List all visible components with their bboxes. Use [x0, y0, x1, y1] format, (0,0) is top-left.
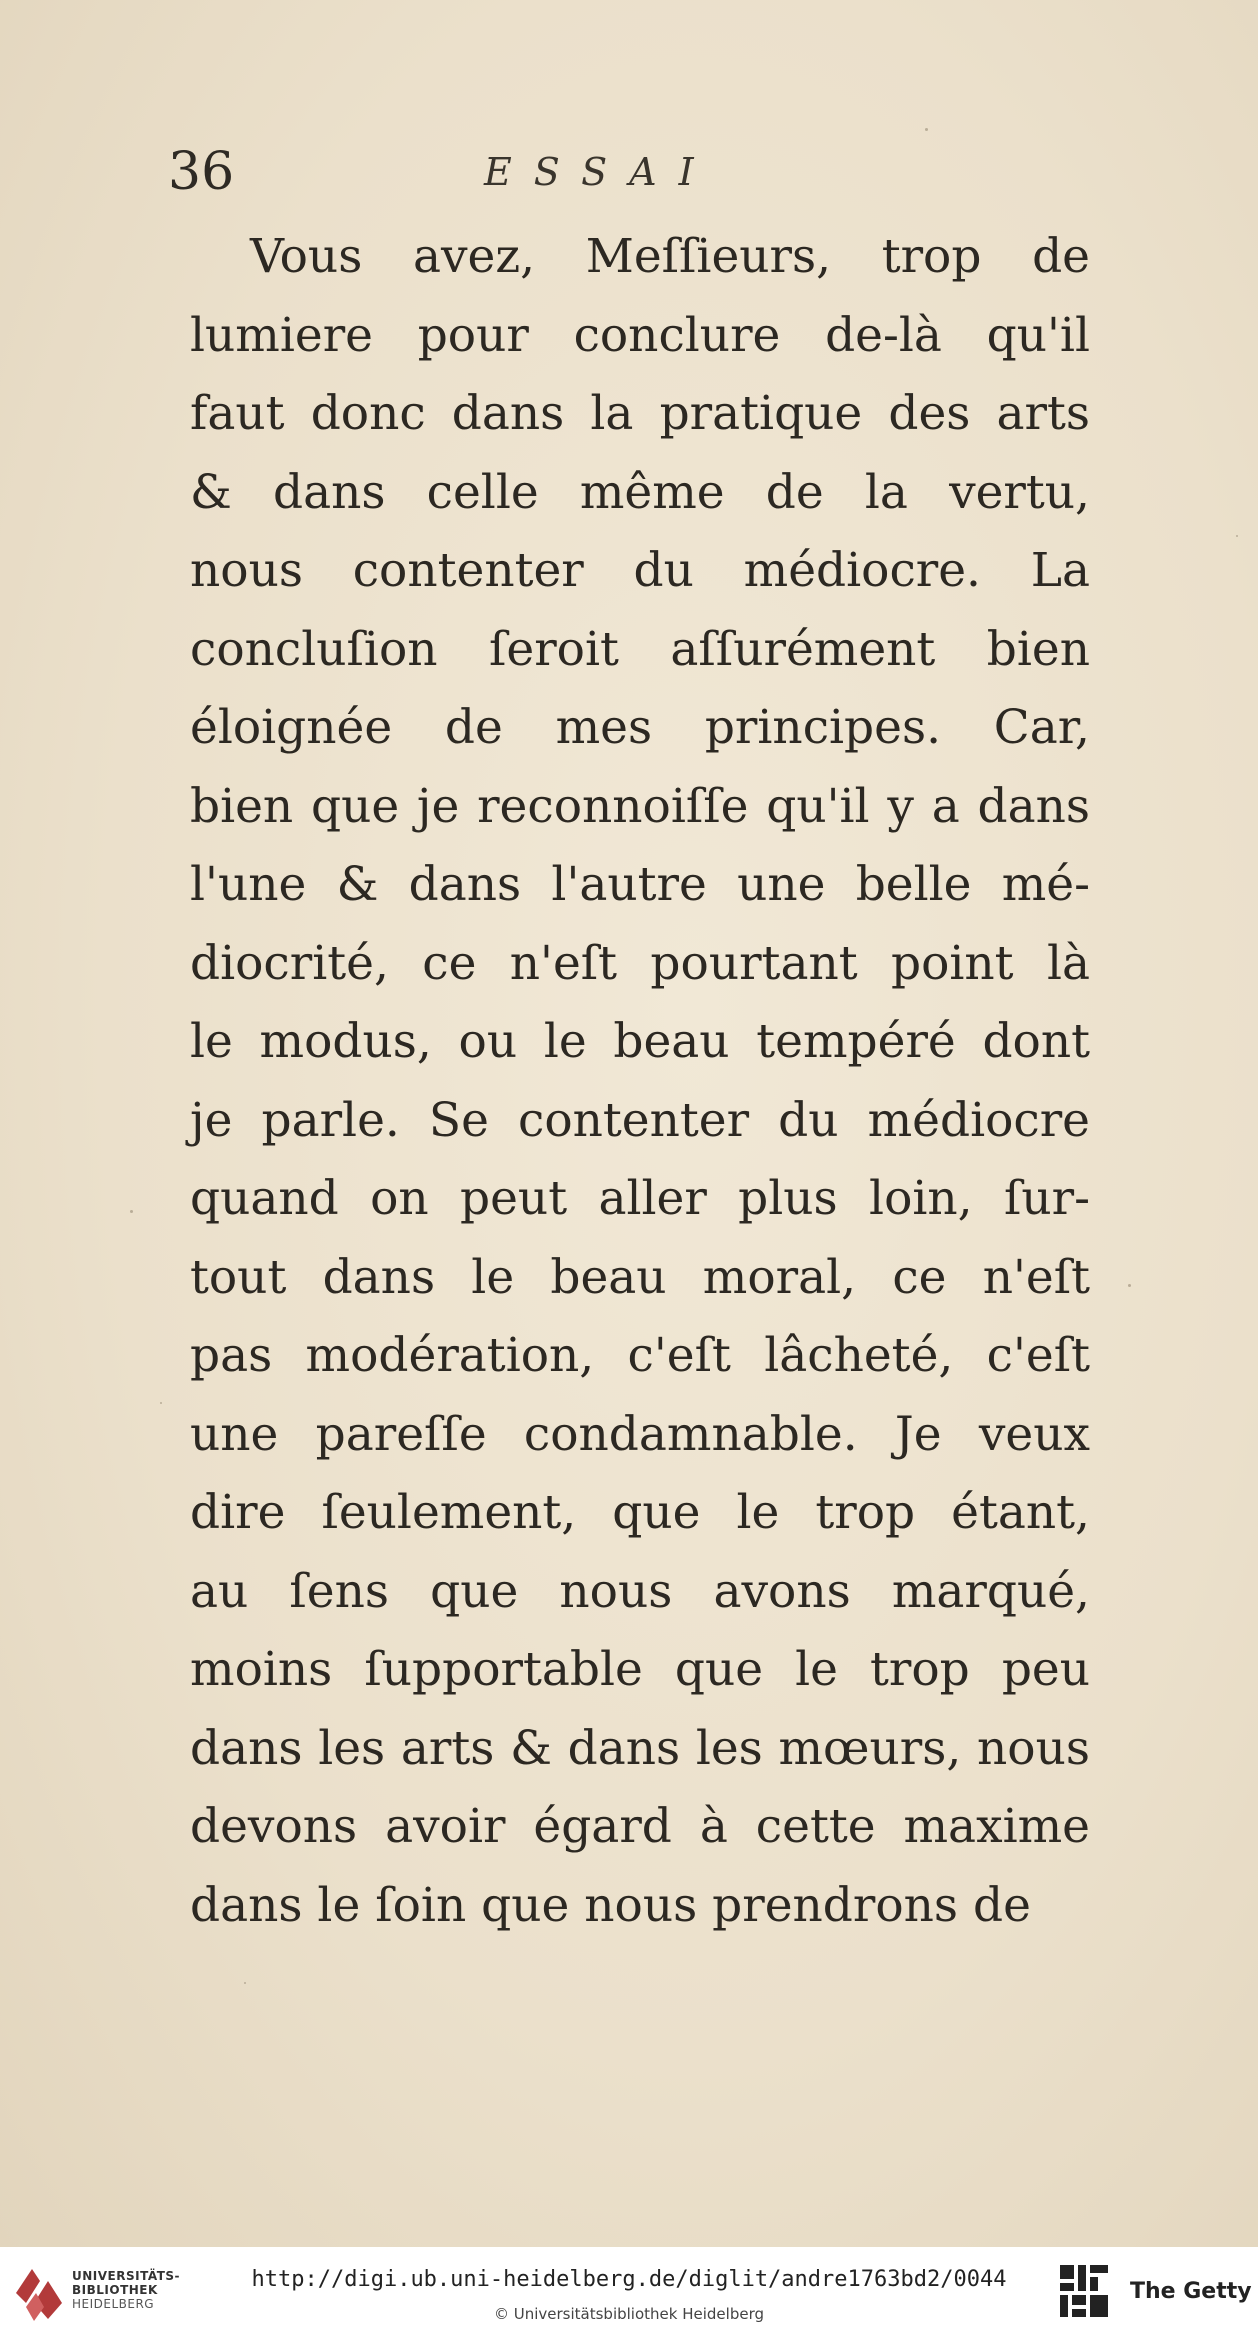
text-line: au ſens que nous avons marqué, [190, 1563, 1090, 1619]
library-name-line: BIBLIOTHEK [72, 2283, 158, 2297]
paper-speck [244, 1982, 246, 1984]
text-line: pas modération, c'eſt lâcheté, c'eſt [190, 1328, 1090, 1383]
body-text [190, 218, 1090, 1945]
permalink-url[interactable]: http://digi.ub.uni-heidelberg.de/diglit/andre1763bd2/0044 [251, 2267, 1007, 2292]
text-line: tout dans le beau moral, ce n'eſt [190, 1249, 1090, 1305]
text-line: le modus, ou le beau tempéré dont [190, 1014, 1090, 1069]
text-line: quand on peut aller plus loin, ſur- [190, 1171, 1090, 1226]
text-line: dans le ſoin que nous prendrons de [190, 1877, 1031, 1933]
paper-speck [130, 1210, 133, 1213]
library-name-line: UNIVERSITÄTS- [72, 2269, 181, 2283]
text-line: lumiere pour conclure de-là qu'il [190, 307, 1090, 363]
text-line: diocrité, ce n'eſt pourtant point là [190, 935, 1090, 991]
footer-bar [0, 2247, 1258, 2338]
library-name-line: HEIDELBERG [72, 2297, 155, 2311]
paper-speck [925, 128, 928, 131]
text-line: je parle. Se contenter du médiocre [190, 1092, 1090, 1148]
getty-name: The Getty [1130, 2279, 1252, 2304]
paper-speck [160, 1402, 162, 1404]
text-line: bien que je reconnoiſſe qu'il y a dans [190, 778, 1090, 834]
text-line: éloignée de mes principes. Car, [190, 700, 1090, 755]
text-line: dans les arts & dans les mœurs, nous [190, 1720, 1090, 1776]
text-line: faut donc dans la pratique des arts [190, 386, 1090, 441]
paper-speck [1128, 1284, 1131, 1287]
getty-logo-icon [1058, 2261, 1112, 2323]
page-number: 36 [168, 142, 235, 202]
text-line: concluſion ſeroit aſſurément bien [190, 621, 1090, 677]
running-head: ESSAI [484, 150, 716, 194]
text-line: devons avoir égard à cette maxime [190, 1799, 1090, 1854]
text-line: & dans celle même de la vertu, [190, 464, 1090, 520]
text-line: Vous avez, Meſſieurs, trop de [250, 229, 1090, 284]
text-line: nous contenter du médiocre. La [190, 543, 1090, 598]
text-line: moins ſupportable que le trop peu [190, 1642, 1090, 1697]
paper-speck [1236, 535, 1238, 537]
text-line: dire ſeulement, que le trop étant, [190, 1485, 1090, 1540]
page-header [168, 142, 1068, 222]
copyright-notice: © Universitätsbibliothek Heidelberg [493, 2305, 764, 2323]
text-line: l'une & dans l'autre une belle mé- [190, 857, 1090, 912]
text-line: une pareſſe condamnable. Je veux [190, 1406, 1090, 1462]
